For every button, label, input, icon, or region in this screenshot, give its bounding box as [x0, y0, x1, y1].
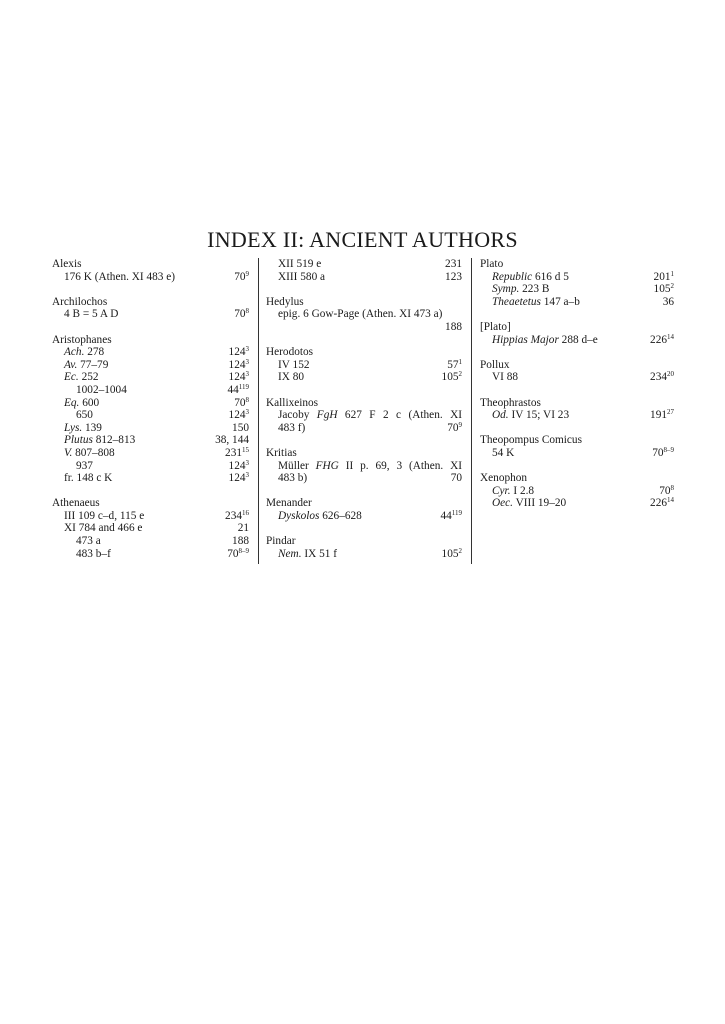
citation-ref: Oec. VIII 19–20	[492, 497, 567, 510]
index-column-2	[266, 258, 462, 573]
author-name: [Plato]	[480, 320, 511, 333]
page-number: 36	[662, 295, 674, 308]
citation-row	[266, 472, 462, 485]
work-title: Av.	[64, 358, 78, 371]
footnote-number: 3	[245, 408, 249, 417]
work-title: Hippias Major	[492, 333, 559, 346]
citation-row	[52, 397, 249, 410]
footnote-number: 1	[458, 357, 462, 366]
footnote-number: 8	[245, 307, 249, 316]
index-entry-athenaeus	[52, 497, 249, 560]
citation-ref: Müller FHG II p. 69, 3 (Athen. XI	[278, 459, 462, 472]
citation-row	[52, 447, 249, 460]
index-entry-aristophanes	[52, 334, 249, 485]
page-number: $226^{14}$	[650, 332, 674, 346]
citation-row	[52, 346, 249, 359]
author-name: Athenaeus	[52, 497, 100, 510]
footnote-number: 8	[670, 483, 674, 492]
footnote-number: 2	[458, 546, 462, 555]
citation-ref: Republic 616 d 5	[492, 270, 569, 283]
footnote-number: 3	[245, 471, 249, 480]
author-name: Plato	[480, 258, 504, 270]
page-number: $105^2$	[441, 370, 462, 384]
page-number: $105^2$	[653, 282, 674, 296]
work-title: Cyr.	[492, 484, 511, 497]
author-name: Aristophanes	[52, 333, 112, 346]
citation-ref: V. 807–808	[64, 446, 115, 459]
citation-row	[52, 548, 249, 561]
page-number: 70$^{8-9}$	[227, 546, 249, 560]
citation-ref: XIII 580 a	[278, 270, 326, 283]
author-name: Herodotos	[266, 346, 314, 359]
index-entry-archilochos	[52, 296, 249, 321]
citation-row	[52, 359, 249, 372]
index-entry-kritias	[266, 447, 462, 485]
index-entry-herodotos	[266, 346, 462, 384]
page-number: $57^1$	[447, 357, 462, 371]
citation-row	[52, 510, 249, 523]
citation-ref: IV 152	[278, 358, 310, 371]
work-title: Nem.	[278, 547, 302, 560]
page-number: $124^3$	[228, 408, 249, 422]
citation-row	[266, 359, 462, 372]
citation-row	[52, 434, 249, 447]
citation-ref: IX 80	[278, 371, 305, 384]
page-title: INDEX II: ANCIENT AUTHORS	[207, 226, 518, 252]
footnote-number: 2	[458, 370, 462, 379]
citation-ref: XI 784 and 466 e	[64, 522, 143, 535]
footnote-number: 9	[458, 420, 462, 429]
author-name: Xenophon	[480, 472, 528, 485]
citation-ref: Eq. 600	[64, 396, 100, 409]
page-number: $234^{16}$	[225, 508, 249, 522]
column-divider	[258, 258, 259, 564]
page-number: $44^{119}$	[440, 508, 462, 522]
footnote-number: 3	[245, 370, 249, 379]
citation-ref: Hippias Major 288 d–e	[492, 333, 598, 346]
citation-row	[266, 422, 462, 435]
citation-ref: Symp. 223 B	[492, 283, 550, 296]
work-title: FgH	[316, 409, 338, 422]
citation-row	[266, 258, 462, 271]
citation-row	[480, 497, 674, 510]
work-title: Dyskolos	[278, 509, 320, 522]
page-number: $234^{20}$	[650, 370, 674, 384]
page-number: $70^8$	[659, 483, 674, 497]
citation-row	[480, 371, 674, 384]
page-number: $105^2$	[441, 546, 462, 560]
index-entry-xenophon	[480, 472, 674, 510]
citation-row	[52, 384, 249, 397]
footnote-number: 20	[667, 370, 674, 379]
citation-ref: Lys. 139	[64, 421, 102, 434]
index-entry-kallixeinos	[266, 397, 462, 435]
page-number: 188	[445, 320, 462, 333]
work-title: Lys.	[64, 421, 83, 434]
author-name: Theopompus Comicus	[480, 434, 582, 447]
work-title: Od.	[492, 409, 509, 422]
citation-ref: Theaetetus 147 a–b	[492, 295, 580, 308]
citation-row	[266, 321, 462, 334]
citation-ref: Ec. 252	[64, 371, 99, 384]
footnote-number: 3	[245, 458, 249, 467]
footnote-number: 119	[451, 508, 462, 517]
index-entry-pindar	[266, 535, 462, 560]
footnote-number: 14	[667, 332, 674, 341]
citation-row	[52, 409, 249, 422]
citation-ref: 483 f)	[278, 421, 306, 434]
page-number: $201^1$	[653, 269, 674, 283]
page-number: $70^9$	[447, 420, 462, 434]
page-number: $44^{119}$	[227, 382, 249, 396]
citation-row	[266, 308, 462, 321]
work-title: Ach.	[64, 346, 85, 359]
author-name: Menander	[266, 497, 312, 510]
page-number: 21	[237, 522, 249, 535]
citation-row	[266, 510, 462, 523]
citation-row	[480, 485, 674, 498]
footnote-number: 1	[670, 269, 674, 278]
index-column-3	[480, 258, 674, 522]
work-title: Ec.	[64, 371, 79, 384]
page-number: $226^{14}$	[650, 496, 674, 510]
citation-ref: Od. IV 15; VI 23	[492, 409, 570, 422]
footnote-number: 8–9	[663, 445, 674, 454]
index-column-1	[52, 258, 249, 573]
footnote-number: 27	[667, 408, 674, 417]
citation-ref: Jacoby FgH 627 F 2 c (Athen. XI	[278, 409, 463, 422]
citation-ref: 937	[76, 459, 93, 472]
author-name: Pindar	[266, 535, 296, 548]
page-number: $124^3$	[228, 345, 249, 359]
citation-row	[266, 271, 462, 284]
page-number: 150	[232, 421, 249, 434]
citation-row	[266, 548, 462, 561]
page-number: $70^8$	[234, 395, 249, 409]
citation-row	[52, 522, 249, 535]
page-number: $191^{27}$	[650, 408, 674, 422]
work-title: Plutus	[64, 434, 93, 447]
column-divider	[471, 258, 472, 564]
page-number: 231	[445, 258, 462, 270]
work-title: V.	[64, 446, 73, 459]
citation-row	[480, 296, 674, 309]
index-entry-athenaeus-cont	[266, 258, 462, 283]
page-number: $124^3$	[228, 471, 249, 485]
citation-row	[480, 283, 674, 296]
citation-ref: Ach. 278	[64, 346, 105, 359]
page-number: $70^9$	[234, 269, 249, 283]
citation-ref: 54 K	[492, 446, 515, 459]
citation-row	[52, 271, 249, 284]
index-entry-theopompus-comicus	[480, 434, 674, 459]
page-number: 123	[445, 270, 462, 283]
page-number: $124^3$	[228, 370, 249, 384]
author-name: Kritias	[266, 446, 297, 459]
footnote-number: 119	[238, 382, 249, 391]
work-title: Oec.	[492, 497, 514, 510]
citation-ref: 4 B = 5 A D	[64, 308, 119, 321]
page-number: 70$^{8-9}$	[652, 445, 674, 459]
citation-ref: III 109 c–d, 115 e	[64, 509, 145, 522]
citation-row	[52, 535, 249, 548]
citation-ref: 650	[76, 409, 93, 422]
citation-ref: 473 a	[76, 535, 101, 548]
page-number: 188	[232, 535, 249, 548]
page-number: $70^8$	[234, 307, 249, 321]
author-name: Theophrastos	[480, 396, 541, 409]
page-number: $124^3$	[228, 357, 249, 371]
citation-ref: 176 K (Athen. XI 483 e)	[64, 270, 176, 283]
work-title: Theaetetus	[492, 295, 541, 308]
author-name: Alexis	[52, 258, 82, 270]
citation-ref: fr. 148 c K	[64, 472, 113, 485]
citation-ref: Av. 77–79	[64, 358, 109, 371]
page-number: 38, 144	[215, 434, 249, 447]
index-entry-plato	[480, 258, 674, 308]
page-number: $231^{15}$	[225, 445, 249, 459]
index-entry-theophrastos	[480, 397, 674, 422]
author-name: Kallixeinos	[266, 396, 319, 409]
citation-row	[52, 308, 249, 321]
author-name: Archilochos	[52, 295, 108, 308]
footnote-number: 9	[245, 269, 249, 278]
citation-ref: Dyskolos 626–628	[278, 509, 362, 522]
citation-ref: XII 519 e	[278, 258, 322, 270]
author-name: Pollux	[480, 358, 510, 371]
citation-ref: 1002–1004	[76, 383, 127, 396]
index-entry-menander	[266, 497, 462, 522]
page-number: $124^3$	[228, 458, 249, 472]
citation-ref: VI 88	[492, 371, 519, 384]
work-title: Symp.	[492, 283, 520, 296]
index-entry-hedylus	[266, 296, 462, 334]
page-number: 70	[450, 472, 462, 485]
footnote-number: 8–9	[238, 546, 249, 555]
citation-ref: Plutus 812–813	[64, 434, 136, 447]
citation-ref: Nem. IX 51 f	[278, 547, 337, 560]
citation-ref: Cyr. I 2.8	[492, 484, 535, 497]
citation-row	[480, 447, 674, 460]
work-title: FHG	[315, 459, 339, 472]
citation-row	[480, 334, 674, 347]
citation-row	[480, 409, 674, 422]
footnote-number: 3	[245, 345, 249, 354]
citation-row	[52, 422, 249, 435]
citation-row	[52, 371, 249, 384]
index-entry-pollux	[480, 359, 674, 384]
footnote-number: 15	[242, 445, 249, 454]
footnote-number: 8	[245, 395, 249, 404]
footnote-number: 2	[670, 282, 674, 291]
citation-row	[52, 472, 249, 485]
footnote-number: 16	[242, 508, 249, 517]
footnote-number: 14	[667, 496, 674, 505]
citation-row	[480, 271, 674, 284]
author-name: Hedylus	[266, 295, 304, 308]
citation-ref: 483 b–f	[76, 547, 111, 560]
citation-row	[266, 371, 462, 384]
citation-row	[52, 460, 249, 473]
footnote-number: 3	[245, 357, 249, 366]
index-entry-alexis	[52, 258, 249, 283]
work-title: Eq.	[64, 396, 80, 409]
citation-ref: epig. 6 Gow-Page (Athen. XI 473 a)	[278, 308, 443, 321]
index-entry-pseudo-plato	[480, 321, 674, 346]
citation-ref: 483 b)	[278, 472, 308, 485]
work-title: Republic	[492, 270, 533, 283]
